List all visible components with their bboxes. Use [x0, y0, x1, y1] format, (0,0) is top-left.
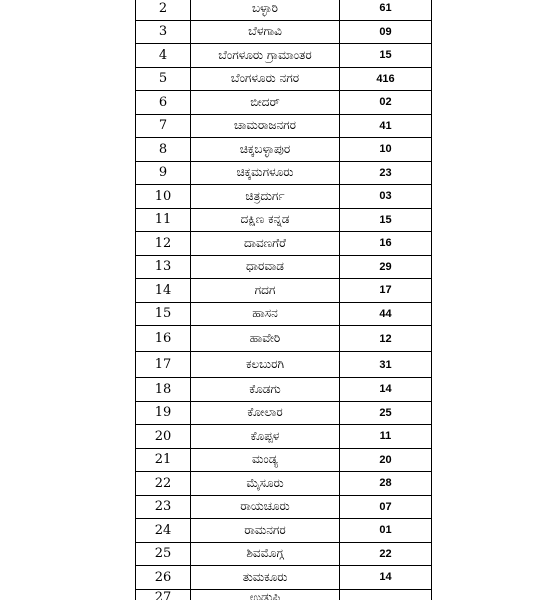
district-name: ಬೀದರ್: [191, 91, 340, 115]
district-name: ಉಡುಪಿ: [191, 589, 340, 600]
row-number: 25: [136, 542, 191, 566]
district-name: ಕೊಡಗು: [191, 378, 340, 402]
row-number: 11: [136, 208, 191, 232]
district-name: ಬಳ್ಳಾರಿ: [191, 0, 340, 20]
district-name: ಕೋಲಾರ: [191, 401, 340, 425]
table-row: [136, 255, 432, 279]
case-count: 12: [340, 326, 432, 352]
row-number: 5: [136, 67, 191, 91]
row-number: 26: [136, 566, 191, 590]
row-number: 22: [136, 472, 191, 496]
district-name: ಬೆಂಗಳೂರು ಗ್ರಾಮಾಂತರ: [191, 44, 340, 68]
table-row: [136, 472, 432, 496]
case-count: 16: [340, 232, 432, 256]
row-number: 18: [136, 378, 191, 402]
case-count: 20: [340, 448, 432, 472]
row-number: 10: [136, 185, 191, 209]
case-count: 29: [340, 255, 432, 279]
district-name: ದಾವಣಗೆರೆ: [191, 232, 340, 256]
case-count: 17: [340, 279, 432, 303]
table-row: [136, 425, 432, 449]
table-row: [136, 495, 432, 519]
table-row: [136, 185, 432, 209]
row-number: 23: [136, 495, 191, 519]
case-count: 14: [340, 378, 432, 402]
district-name: ಧಾರವಾಡ: [191, 255, 340, 279]
case-count: 44: [340, 302, 432, 326]
table-row: [136, 44, 432, 68]
table-row: [136, 279, 432, 303]
district-name: ಕೊಪ್ಪಳ: [191, 425, 340, 449]
case-count: 15: [340, 208, 432, 232]
row-number: 15: [136, 302, 191, 326]
case-count: 25: [340, 401, 432, 425]
table-row: [136, 208, 432, 232]
table-row: [136, 401, 432, 425]
district-name: ರಾಮನಗರ: [191, 519, 340, 543]
case-count: 15: [340, 44, 432, 68]
table-row: [136, 232, 432, 256]
case-count: 03: [340, 185, 432, 209]
case-count: 02: [340, 91, 432, 115]
district-name: ದಕ್ಷಿಣ ಕನ್ನಡ: [191, 208, 340, 232]
table-row: [136, 519, 432, 543]
table-row: [136, 326, 432, 352]
table-row: [136, 0, 432, 20]
row-number: 2: [136, 0, 191, 20]
row-number: 12: [136, 232, 191, 256]
case-count: 23: [340, 161, 432, 185]
case-count: 14: [340, 566, 432, 590]
district-name: ಶಿವಮೊಗ್ಗ: [191, 542, 340, 566]
case-count: 01: [340, 519, 432, 543]
table-row: [136, 138, 432, 162]
table-row: [136, 352, 432, 378]
table-row: [136, 302, 432, 326]
case-count: 09: [340, 20, 432, 44]
table-row: [136, 448, 432, 472]
district-name: ಹಾಸನ: [191, 302, 340, 326]
row-number: 14: [136, 279, 191, 303]
row-number: 24: [136, 519, 191, 543]
case-count: 31: [340, 352, 432, 378]
table-row: [136, 589, 432, 600]
row-number: 13: [136, 255, 191, 279]
row-number: 3: [136, 20, 191, 44]
district-name: ಚಿತ್ರದುರ್ಗ: [191, 185, 340, 209]
district-name: ಗದಗ: [191, 279, 340, 303]
case-count: [340, 589, 432, 600]
row-number: 17: [136, 352, 191, 378]
case-count: 28: [340, 472, 432, 496]
row-number: 20: [136, 425, 191, 449]
case-count: 07: [340, 495, 432, 519]
district-name: ಚಾಮರಾಜನಗರ: [191, 114, 340, 138]
district-name: ಕಲಬುರಗಿ: [191, 352, 340, 378]
row-number: 16: [136, 326, 191, 352]
table-row: [136, 67, 432, 91]
table-row: [136, 161, 432, 185]
table-row: [136, 114, 432, 138]
district-name: ತುಮಕೂರು: [191, 566, 340, 590]
table-row: [136, 91, 432, 115]
district-name: ರಾಯಚೂರು: [191, 495, 340, 519]
row-number: 19: [136, 401, 191, 425]
row-number: 9: [136, 161, 191, 185]
case-count: 22: [340, 542, 432, 566]
district-name: ಮಂಡ್ಯ: [191, 448, 340, 472]
case-count: 10: [340, 138, 432, 162]
row-number: 7: [136, 114, 191, 138]
district-name: ಬೆಳಗಾವಿ: [191, 20, 340, 44]
table-row: [136, 542, 432, 566]
district-name: ಮೈಸೂರು: [191, 472, 340, 496]
table-row: [136, 20, 432, 44]
district-name: ಬೆಂಗಳೂರು ನಗರ: [191, 67, 340, 91]
case-count: 61: [340, 0, 432, 20]
district-name: ಹಾವೇರಿ: [191, 326, 340, 352]
case-count: 11: [340, 425, 432, 449]
table-row: [136, 566, 432, 590]
row-number: 21: [136, 448, 191, 472]
district-name: ಚಿಕ್ಕಮಗಳೂರು: [191, 161, 340, 185]
district-table: [135, 0, 432, 600]
row-number: 4: [136, 44, 191, 68]
case-count: 41: [340, 114, 432, 138]
district-name: ಚಿಕ್ಕಬಳ್ಳಾಪುರ: [191, 138, 340, 162]
row-number: 6: [136, 91, 191, 115]
case-count: 416: [340, 67, 432, 91]
table-row: [136, 378, 432, 402]
row-number: 27: [136, 589, 191, 600]
district-table-body: [136, 0, 432, 600]
row-number: 8: [136, 138, 191, 162]
